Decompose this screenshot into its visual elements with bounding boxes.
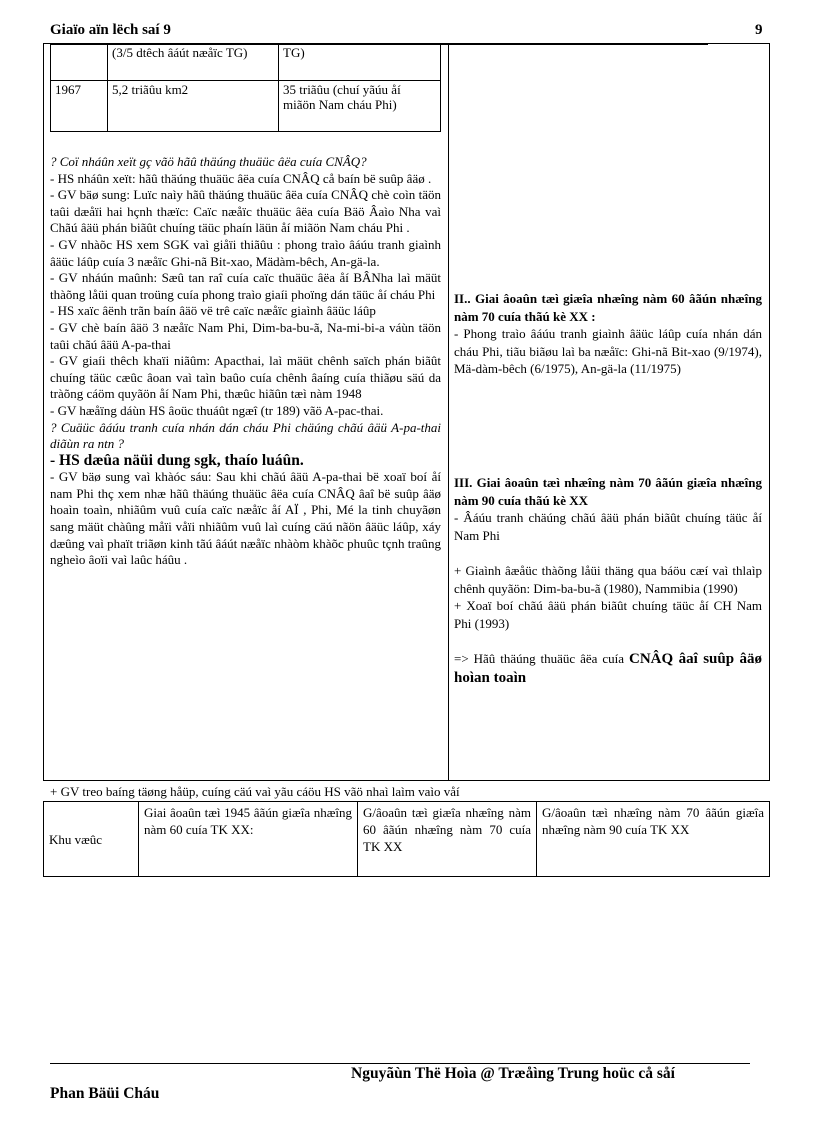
table-row bbox=[51, 81, 441, 132]
conclusion bbox=[454, 650, 762, 687]
activity-paragraph: - GV hæåïng dáùn HS âoüc thuáût ngæî (tr 189) vãö A-pac-thai. bbox=[50, 402, 384, 418]
conclusion-lead: => Hãû thäúng thuäüc âëa cuía bbox=[454, 651, 625, 666]
section-2 bbox=[454, 290, 762, 378]
question: ? Cuäüc âáúu tranh cuía nhán dán cháu Phi chäúng chãú âäü A-pa-thai diãùn ra ntn ? bbox=[50, 419, 441, 452]
table-cell: 5,2 triãûu km2 bbox=[108, 81, 279, 132]
author-name: Phan Bäüi Cháu bbox=[50, 1085, 160, 1102]
section-body: - Âáúu tranh chäúng chãú âäü phán biãût chuíng täüc åí Nam Phi bbox=[454, 510, 762, 543]
activity-paragraph: - GV nhàõc HS xem SGK vaì giåïi thiãûu : phong traìo âáúu tranh giaình âäüc láûp cuía 3 næåïc Ghi-nã Bit-xao, Mädàm-bêch, An-gä-la. bbox=[50, 236, 441, 269]
table-header-cell: G/âoaûn tæì nhæîng nàm 70 âãún giæîa nhæîng nàm 90 cuía TK XX bbox=[537, 802, 770, 877]
conclusion-emphasis: CNÂQ âaî suûp âäø hoìan toaìn bbox=[454, 651, 763, 686]
table-cell bbox=[51, 44, 108, 81]
section-body: - Phong traìo âáúu tranh giaình âäüc láûp cuía nhán dán cháu Phi, tiãu biãøu laì ba næåïc: Ghi-nã Bit-xao (9/1974), Mä-dàm-bêch (6/1975), An-gä-la (11/1975) bbox=[454, 326, 762, 376]
activity-paragraph: - HS nháûn xeït: hãû thäúng thuäüc âëa cuía CNÂQ cå baín bë suûp âäø . bbox=[50, 170, 432, 186]
footer-rule bbox=[50, 1063, 750, 1064]
page-number: 9 bbox=[755, 22, 763, 38]
activity-paragraph: - GV nháún maûnh: Sæû tan raî cuía caïc thuäüc âëa åí BÂNha laì mäüt thàõng låüi quan troüng cuía phong traìo giaíi phoïng dán täüc åí cháu Phi bbox=[50, 270, 441, 302]
teaching-activities bbox=[50, 154, 441, 569]
footer-credit: Nguyãùn Thë Hoìa @ Træåìng Trung hoüc cå såí bbox=[351, 1065, 675, 1082]
table-header-cell: Giai âoaûn tæì 1945 âãún giæîa nhæîng nàm 60 cuía TK XX: bbox=[139, 802, 358, 877]
document-title: Giaïo aïn lëch saí 9 bbox=[50, 22, 171, 38]
activity-paragraph: - GV bäø sung: Luïc naìy hãû thäúng thuäüc âëa cuía CNÂQ chè coìn täön taûi dæåïi hai hçnh thæïc: Caïc næåïc thuäüc âëa cuía Bäö Âaìo Nha vaì Chãú âäü phán biãût chuíng täüc phaín läün åí miãön Nam cháu Phi . bbox=[50, 187, 441, 236]
section-3 bbox=[454, 474, 762, 687]
activity-paragraph: - HS xaïc âënh trãn baín âäö vë trê caïc næåïc giaình âäüc láûp bbox=[50, 303, 376, 319]
activity-paragraph: - HS dæûa näüi dung sgk, thaío luáûn. bbox=[50, 451, 304, 469]
table-header-cell: Khu væûc bbox=[44, 802, 139, 877]
section-body: + Giaình âæåüc thàõng låüi thäng qua báöu cæí vaì thlaìp chênh quyãön: Dim-ba-bu-ã (1980), Nammibia (1990) bbox=[454, 563, 762, 596]
activity-paragraph: - GV chè baín âäö 3 næåïc Nam Phi, Dim-ba-bu-ã, Na-mi-bi-a váùn täön taûi chãú âäü A-pa-thai bbox=[50, 319, 441, 352]
section-body: + Xoaï boí chãú âäü phán biãût chuíng täüc åí CH Nam Phi (1993) bbox=[454, 598, 762, 631]
table-row bbox=[51, 44, 441, 81]
summary-table bbox=[43, 801, 770, 877]
table-cell: 35 triãûu (chuí yãúu åí miãön Nam cháu Phi) bbox=[279, 81, 441, 132]
table-cell: (3/5 dtêch âáút næåïc TG) bbox=[108, 44, 279, 81]
table-header-cell: G/âoaûn tæì giæîa nhæîng nàm 60 âãún nhæîng nàm 70 cuía TK XX bbox=[358, 802, 537, 877]
section-heading: III. Giai âoaûn tæì nhæîng nàm 70 âãún giæîa nhæîng nàm 90 cuía thãú kè XX bbox=[454, 475, 762, 508]
homework-instruction: + GV treo baíng täøng håüp, cuíng cäú vaì yãu cáöu HS vãö nhaì laìm vaìo våí bbox=[50, 784, 460, 799]
table-cell: TG) bbox=[279, 44, 441, 81]
section-heading: II.. Giai âoaûn tæì giæîa nhæîng nàm 60 âãún nhæîng nàm 70 cuía thãú kè XX : bbox=[454, 291, 762, 324]
activity-paragraph: - GV giaíi thêch khaïi niãûm: Apacthai, laì mäüt chênh saïch phán biãût chuíng täüc cæûc âoan vaì taìn baûo cuía chênh âaíng cuía thiãøu säú da tràõng cáöm quyãön åí Nam Phi, thæûc hiãûn tæì nàm 1948 bbox=[50, 353, 441, 402]
table-cell: 1967 bbox=[51, 81, 108, 132]
statistics-table bbox=[50, 43, 441, 132]
question: ? Coï nháûn xeït gç vãö hãû thäúng thuäüc âëa cuía CNÂQ? bbox=[50, 154, 367, 169]
table-row bbox=[44, 802, 770, 877]
column-divider bbox=[448, 43, 449, 781]
activity-paragraph: - GV bäø sung vaì khàóc sáu: Sau khi chãú âäü A-pa-thai bë xoaï boí åí nam Phi thç xem nhæ hãû thäúng thuäüc âëa cuía CNÂQ âaî bë suûp âäø hoaìn toaìn, nhiãûm vuû cuía caïc næåïc åí AÏ , Phi, Mé la tinh chuyãøn sang mäüt chàûng måïi våïi nhiãûm vuû laì cuíng cäú nãön âäüc láûp, xáy dæûng vaì phaït triãøn kinh tãú âáút næåïc nhàòm khàõc phuûc tçnh traûng ngheìo âoïi vaì laûc háûu . bbox=[50, 469, 441, 568]
